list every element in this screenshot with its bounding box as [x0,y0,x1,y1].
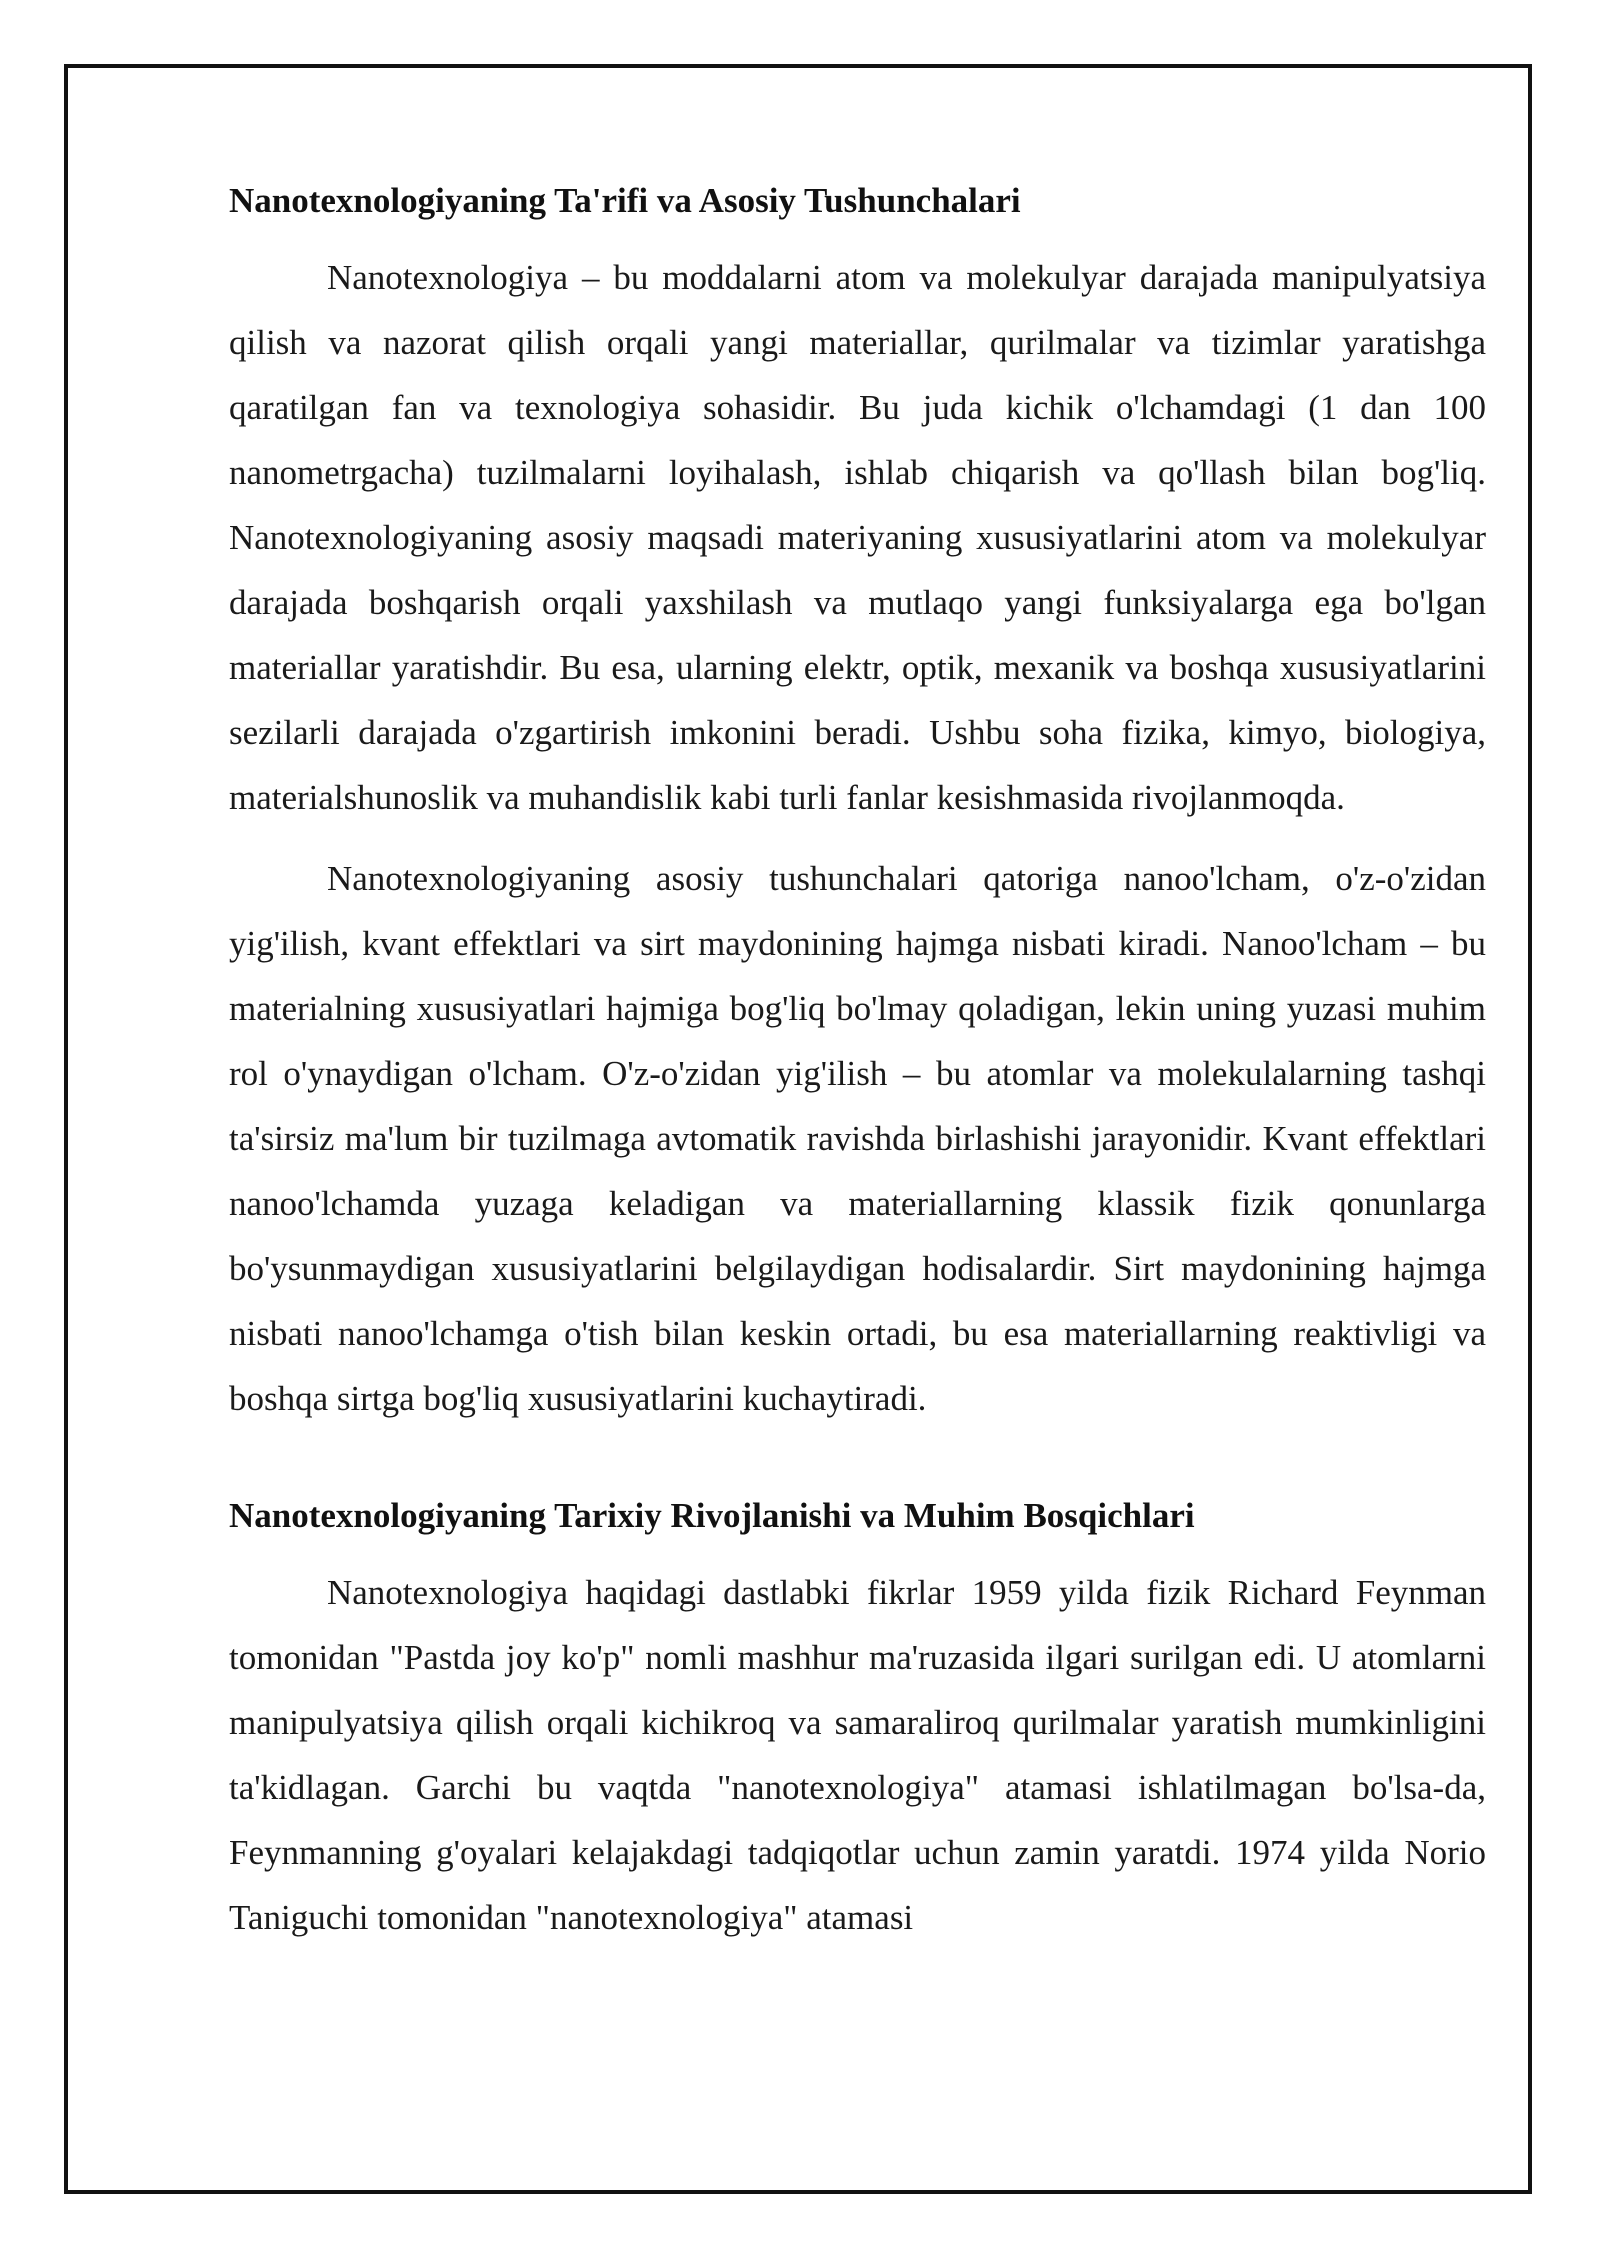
paragraph-basic-concepts: Nanotexnologiyaning asosiy tushunchalari qatoriga nanoo'lcham, o'z-o'zidan yig'ilish, kvant effektlari va sirt maydonining hajmga nisbati kiradi. Nanoo'lcham – bu materialning xususiyatlari hajmiga bog'liq bo'lmay qoladigan, lekin uning yuzasi muhim rol o'ynaydigan o'lcham. O'z-o'zidan yig'ilish – bu atomlar va molekulalarning tashqi ta'sirsiz ma'lum bir tuzilmaga avtomatik ravishda birlashishi jarayonidir. Kvant effektlari nanoo'lchamda yuzaga keladigan va materiallarning klassik fizik qonunlarga bo'ysunmaydigan xususiyatlarini belgilaydigan hodisalardir. Sirt maydonining hajmga nisbati nanoo'lchamga o'tish bilan keskin ortadi, bu esa materiallarning reaktivligi va boshqa sirtga bog'liq xususiyatlarini kuchaytiradi. [229,859,1486,1418]
document-body [229,168,1486,1966]
paragraph-definition: Nanotexnologiya – bu moddalarni atom va molekulyar darajada manipulyatsiya qilish va nazorat qilish orqali yangi materiallar, qurilmalar va tizimlar yaratishga qaratilgan fan va texnologiya sohasidir. Bu juda kichik o'lchamdagi (1 dan 100 nanometrgacha) tuzilmalarni loyihalash, ishlab chiqarish va qo'llash bilan bog'liq. Nanotexnologiyaning asosiy maqsadi materiyaning xususiyatlarini atom va molekulyar darajada boshqarish orqali yaxshilash va mutlaqo yangi funksiyalarga ega bo'lgan materiallar yaratishdir. Bu esa, ularning elektr, optik, mexanik va boshqa xususiyatlarini sezilarli darajada o'zgartirish imkonini beradi. Ushbu soha fizika, kimyo, biologiya, materialshunoslik va muhandislik kabi turli fanlar kesishmasida rivojlanmoqda. [229,258,1486,817]
section-heading-definition: Nanotexnologiyaning Ta'rifi va Asosiy Tushunchalari [229,181,1021,220]
section-heading-history: Nanotexnologiyaning Tarixiy Rivojlanishi va Muhim Bosqichlari [229,1496,1195,1535]
paragraph-history: Nanotexnologiya haqidagi dastlabki fikrlar 1959 yilda fizik Richard Feynman tomonidan "Pastda joy ko'p" nomli mashhur ma'ruzasida ilgari surilgan edi. U atomlarni manipulyatsiya qilish orqali kichikroq va samaraliroq qurilmalar yaratish mumkinligini ta'kidlagan. Garchi bu vaqtda "nanotexnologiya" atamasi ishlatilmagan bo'lsa-da, Feynmanning g'oyalari kelajakdagi tadqiqotlar uchun zamin yaratdi. 1974 yilda Norio Taniguchi tomonidan "nanotexnologiya" atamasi [229,1573,1486,1937]
